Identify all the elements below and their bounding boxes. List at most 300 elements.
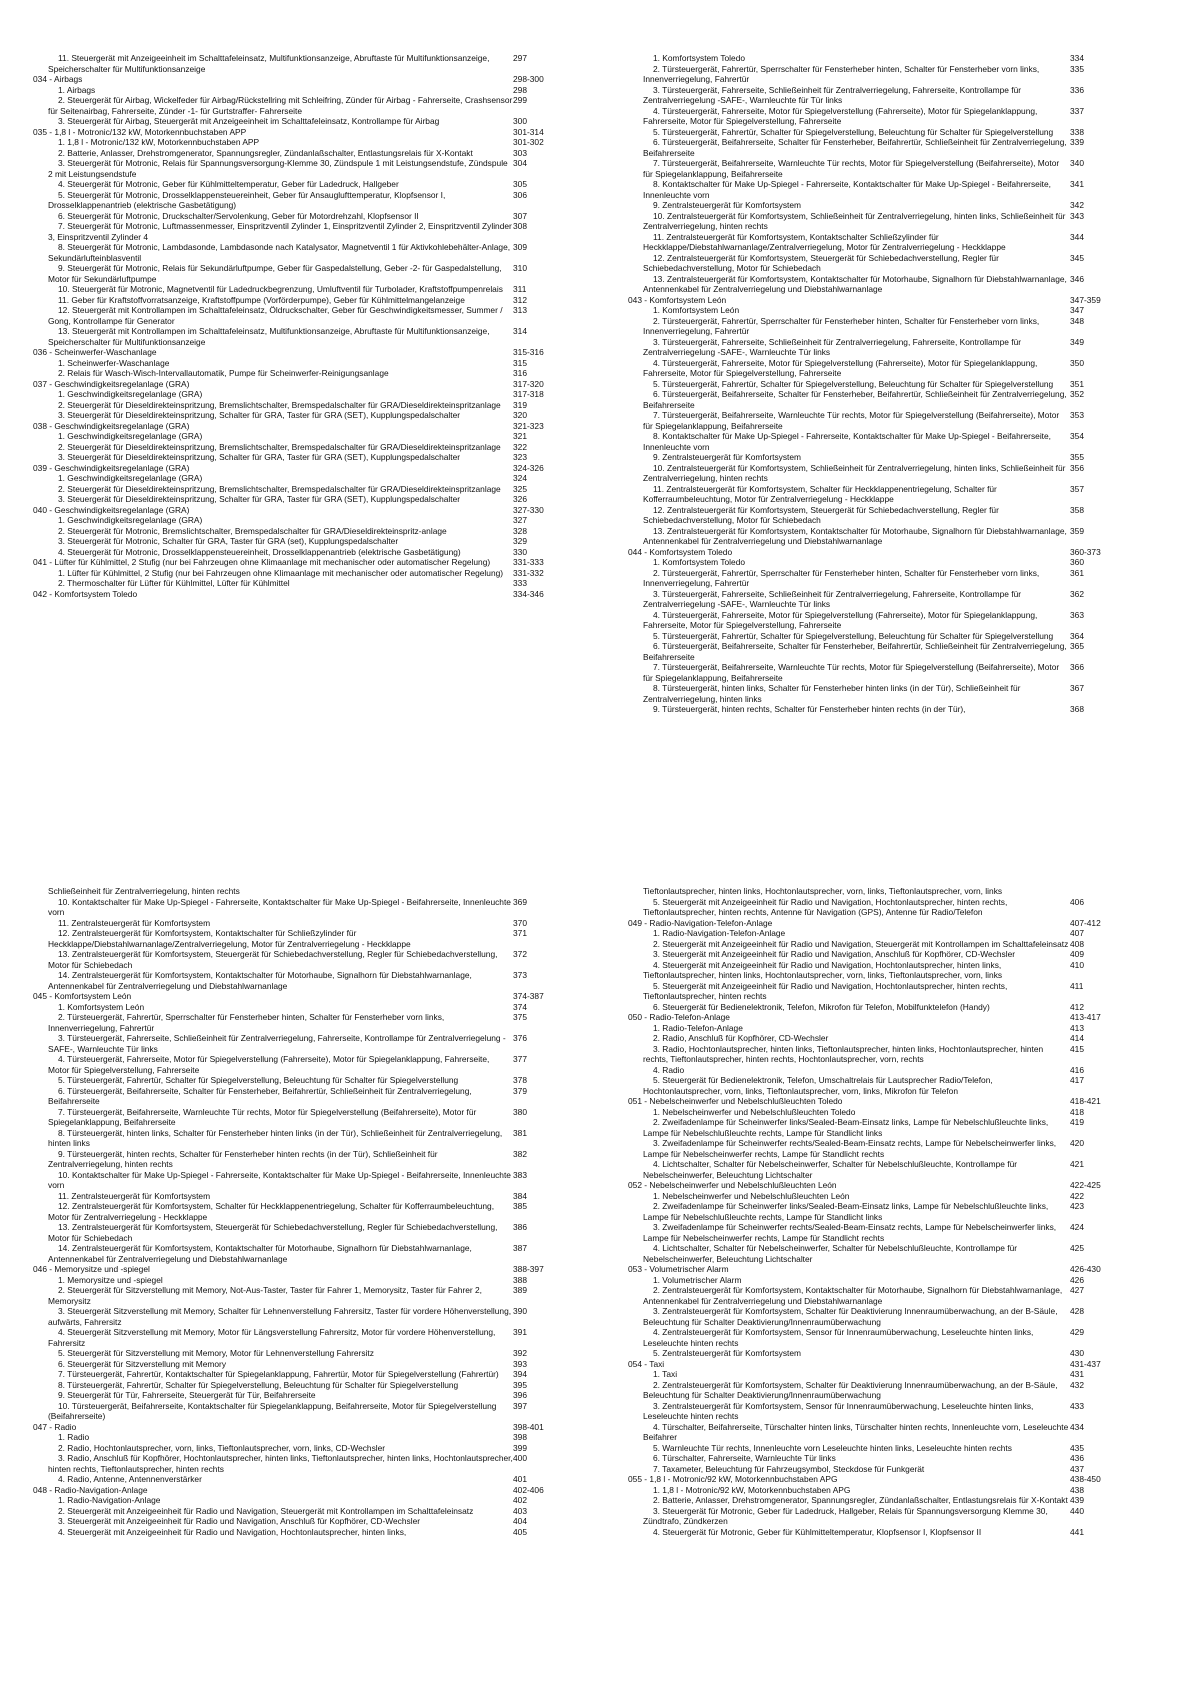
section-header-row [628, 295, 1133, 306]
entry-text: 2. Steuergerät für Motronic, Bremslichtschalter, Bremspedalschalter für GRA/Dieseldirekteinspritz-anlage [58, 525, 447, 536]
entry-text: 4. Radio, Antenne, Antennenverstärker [58, 1474, 202, 1484]
index-entry-row [628, 106, 1133, 127]
entry-text: 10. Zentralsteuergerät für Komfortsystem, Schließeinheit für Zentralverriegelung, hinten links, Schließeinheit für Zentralverriegelung, hinten rechts [643, 210, 1066, 231]
index-entry-row [33, 1149, 578, 1170]
section-header-row [33, 505, 578, 516]
entry-text: 2. Zweifadenlampe für Scheinwerfer links/Sealed-Beam-Einsatz links, Lampe für Nebelschlußleuchte links, Lampe für Nebelschlußleuchte rechts, Lampe für Standlicht links [643, 1201, 1049, 1222]
entry-page-number: 425 [1070, 1243, 1084, 1253]
entry-page-number: 360 [1070, 557, 1084, 567]
section-header-text: 039 - Geschwindigkeitsregelanlage (GRA) [33, 462, 190, 473]
index-entry-row [628, 949, 1133, 960]
index-entry-row [33, 1275, 578, 1286]
index-entry-row [33, 970, 578, 991]
index-column-bottom-left [33, 886, 578, 1537]
entry-page-number: 374-387 [513, 991, 544, 1001]
entry-text: 7. Steuergerät für Motronic, Luftmassenmesser, Einspritzventil Zylinder 1, Einspritzventil Zylinder 2, Einspritzventil Zylinder 3, Einspritzventil Zylinder 4 [48, 221, 512, 242]
entry-text: 3. Radio, Hochtonlautsprecher, hinten links, Tieftonlautsprecher, hinten links, Hochtonlautsprecher, hinten rechts, Tieftonlautsprecher, hinten rechts, Hochtonlautsprecher, vorn, rechts [643, 1043, 1044, 1064]
entry-text: 4. Türsteuergerät, Fahrerseite, Motor für Spiegelverstellung (Fahrerseite), Motor für Spiegelanklappung, Fahrerseite, Motor für Spiegelverstellung, Fahrerseite [643, 609, 1038, 630]
entry-text: 5. Steuergerät mit Anzeigeeinheit für Radio und Navigation, Hochtonlautsprecher, hinten rechts, Tieftonlautsprecher, hinten rechts [643, 980, 1008, 1001]
entry-page-number: 329 [513, 536, 527, 546]
entry-page-number: 399 [513, 1442, 527, 1453]
section-header-text: 034 - Airbags [33, 74, 83, 84]
entry-text: 1. Radio-Navigation-Telefon-Anlage [653, 928, 786, 938]
entry-page-number: 419 [1070, 1117, 1084, 1127]
entry-text: 3. Steuergerät für Airbag, Steuergerät mit Anzeigeeinheit im Schalttafeleinsatz, Kontrollampe für Airbag [58, 116, 440, 126]
entry-page-number: 342 [1070, 200, 1084, 210]
entry-page-number: 323 [513, 452, 527, 462]
entry-page-number: 322 [513, 441, 527, 452]
entry-page-number: 408 [1070, 938, 1084, 949]
entry-text: 12. Zentralsteuergerät für Komfortsystem, Schalter für Heckklappenentriegelung, Schalter für Kofferraumbeleuchtung, Motor für Zentralverriegelung - Heckklappe [48, 1201, 495, 1222]
entry-page-number: 370 [513, 917, 527, 928]
index-entry-row [33, 1075, 578, 1086]
index-entry-row [628, 939, 1133, 950]
entry-page-number: 421 [1070, 1159, 1084, 1169]
index-entry-row [628, 568, 1133, 589]
entry-page-number: 315-316 [513, 347, 544, 357]
index-entry-row [628, 431, 1133, 452]
entry-page-number: 398-401 [513, 1421, 544, 1432]
index-entry-row [33, 179, 578, 190]
entry-page-number: 426-430 [1070, 1264, 1101, 1274]
entry-page-number: 307 [513, 210, 527, 221]
index-entry-row [33, 452, 578, 463]
entry-text: 11. Steuergerät mit Anzeigeeinheit im Schalttafeleinsatz, Multifunktionsanzeige, Abruftaste für Multifunktionsanzeige, Speicherschalter für Multifunktionsanzeige [48, 53, 490, 74]
entry-text: 1. Memorysitze und -spiegel [58, 1274, 163, 1285]
entry-text: 4. Türschalter, Beifahrerseite, Türschalter hinten links, Türschalter hinten rechts, Innenleuchte vorn, Leseleuchte Beifahrer [643, 1421, 1069, 1442]
entry-text: 14. Zentralsteuergerät für Komfortsystem, Kontaktschalter für Motorhaube, Signalhorn für Diebstahlwarnanlage, Antennenkabel für Zentralverriegelung und Diebstahlwarnanlage [48, 970, 472, 991]
entry-page-number: 324-326 [513, 462, 544, 473]
entry-text: 4. Lichtschalter, Schalter für Nebelscheinwerfer, Schalter für Nebelschlußleuchte, Kontrollampe für Nebelscheinwerfer, Beleuchtung Lichtschalter [643, 1243, 1018, 1264]
entry-text: 3. Steuergerät für Motronic, Relais für Spannungsversorgung-Klemme 30, Zündspule 1 mit Leistungsendstufe, Zündspule 2 mit Leistungsendstufe [48, 158, 508, 179]
entry-page-number: 297 [513, 53, 527, 63]
entry-text: 1. Geschwindigkeitsregelanlage (GRA) [58, 473, 203, 483]
entry-page-number: 365 [1070, 641, 1084, 651]
entry-text: 1. 1,8 l - Motronic/132 kW, Motorkennbuchstaben APP [58, 137, 260, 147]
index-entry-row [628, 1002, 1133, 1013]
entry-page-number: 413 [1070, 1022, 1084, 1033]
section-header-text: 035 - 1,8 l - Motronic/132 kW, Motorkennbuchstaben APP [33, 126, 247, 137]
entry-text: 4. Steuergerät für Motronic, Drosselklappensteuereinheit, Drosselklappenantrieb (elektrische Gasbetätigung) [58, 546, 461, 557]
entry-page-number: 402 [513, 1495, 527, 1505]
entry-page-number: 346 [1070, 273, 1084, 284]
index-entry-row [33, 1527, 578, 1538]
index-entry-row [628, 137, 1133, 158]
entry-text: 4. Steuergerät mit Anzeigeeinheit für Radio und Navigation, Hochtonlautsprecher, hinten links, Tieftonlautsprecher, hinten links, Hochtonlautsprecher, vorn, links, Tieftonlautsprecher, vorn, links [643, 959, 1003, 980]
entry-text: 2. Türsteuergerät, Fahrertür, Sperrschalter für Fensterheber hinten, Schalter für Fensterheber vorn links, Innenverriegelung, Fahrertür [643, 567, 1040, 588]
entry-text: 10. Kontaktschalter für Make Up-Spiegel - Fahrerseite, Kontaktschalter für Make Up-Spiegel - Beifahrerseite, Innenleuchte vorn [48, 1169, 511, 1190]
entry-page-number: 395 [513, 1379, 527, 1390]
entry-page-number: 301-314 [513, 126, 544, 137]
index-entry-row [33, 949, 578, 970]
index-entry-row [33, 918, 578, 929]
index-entry-row [628, 960, 1133, 981]
entry-page-number: 303 [513, 147, 527, 158]
entry-text: 8. Steuergerät für Motronic, Lambdasonde, Lambdasonde nach Katalysator, Magnetventil 1 für Aktivkohlebehälter-Anlage, Sekundärlufteinblasventil [48, 242, 511, 263]
entry-page-number: 369 [513, 896, 527, 907]
index-entry-row [33, 326, 578, 347]
index-entry-row [628, 1044, 1133, 1065]
entry-page-number: 372 [513, 949, 527, 959]
section-header-text: 036 - Scheinwerfer-Waschanlage [33, 347, 157, 357]
entry-text: 4. Steuergerät für Motronic, Geber für Kühlmitteltemperatur, Klopfsensor I, Klopfsensor II [653, 1526, 982, 1537]
entry-page-number: 331-332 [513, 567, 544, 578]
entry-text: 4. Türsteuergerät, Fahrerseite, Motor für Spiegelverstellung (Fahrerseite), Motor für Spiegelanklappung, Fahrerseite, Motor für Spiegelverstellung, Fahrerseite [48, 1054, 490, 1075]
entry-page-number: 299 [513, 95, 527, 105]
index-entry-row [628, 1065, 1133, 1076]
section-header-row [33, 74, 578, 85]
index-entry-row [628, 337, 1133, 358]
entry-text: 7. Türsteuergerät, Beifahrerseite, Warnleuchte Tür rechts, Motor für Spiegelverstellung (Beifahrerseite), Motor für Spiegelanklappung, Beifahrerseite [643, 410, 1060, 431]
entry-text: 13. Steuergerät mit Kontrollampen im Schalttafeleinsatz, Multifunktionsanzeige, Abruftaste für Multifunktionsanzeige, Speicherschalter für Multifunktionsanzeige [48, 326, 490, 347]
index-entry-row [628, 589, 1133, 610]
entry-page-number: 334 [1070, 53, 1084, 63]
entry-page-number: 385 [513, 1201, 527, 1211]
entry-text: 2. Zentralsteuergerät für Komfortsystem, Kontaktschalter für Motorhaube, Signalhorn für Diebstahlwarnanlage, Antennenkabel für Zentralverriegelung und Diebstahlwarnanlage [643, 1285, 1063, 1306]
entry-text: 6. Türsteuergerät, Beifahrerseite, Schalter für Fensterheber, Beifahrertür, Schließeinheit für Zentralverriegelung, Beifahrerseite [643, 137, 1067, 158]
index-entry-row [33, 442, 578, 453]
index-entry-row [628, 1275, 1133, 1286]
entry-page-number: 341 [1070, 179, 1084, 189]
entry-page-number: 431 [1070, 1369, 1084, 1379]
index-entry-row [33, 1474, 578, 1485]
entry-page-number: 355 [1070, 452, 1084, 462]
index-entry-row [33, 263, 578, 284]
entry-page-number: 406 [1070, 896, 1084, 907]
index-entry-row [628, 200, 1133, 211]
section-header-text: 040 - Geschwindigkeitsregelanlage (GRA) [33, 504, 190, 515]
entry-page-number: 415 [1070, 1043, 1084, 1054]
entry-page-number: 441 [1070, 1526, 1084, 1537]
entry-page-number: 310 [513, 263, 527, 273]
entry-text: 3. Steuergerät für Motronic, Schalter für GRA, Taster für GRA (set), Kupplungspedalschalter [58, 536, 399, 546]
entry-text: 2. Batterie, Anlasser, Drehstromgenerator, Spannungsregler, Zündanlaßschalter, Entlastungsrelais für X-Kontakt [653, 1495, 1068, 1505]
entry-page-number: 351 [1070, 378, 1084, 389]
entry-page-number: 439 [1070, 1495, 1084, 1505]
index-entry-row [628, 274, 1133, 295]
entry-text: 1. Komfortsystem Toledo [653, 557, 746, 567]
index-entry-row [33, 284, 578, 295]
index-entry-row [628, 1327, 1133, 1348]
entry-text: 8. Türsteuergerät, hinten links, Schalter für Fensterheber hinten links (in der Tür), Schließeinheit für Zentralverriegelung, hinten links [643, 683, 1021, 704]
index-entry-row [628, 1107, 1133, 1118]
index-entry-row [33, 400, 578, 411]
index-entry-row [628, 1495, 1133, 1506]
section-header-text: 037 - Geschwindigkeitsregelanlage (GRA) [33, 378, 190, 389]
index-entry-row [33, 484, 578, 495]
section-header-text: 053 - Volumetrischer Alarm [628, 1264, 729, 1274]
entry-page-number: 373 [513, 970, 527, 980]
entry-text: 1. Komfortsystem León [58, 1001, 145, 1012]
entry-text: 1. Volumetrischer Alarm [653, 1274, 742, 1285]
entry-page-number: 391 [513, 1327, 527, 1337]
entry-text: 10. Türsteuergerät, Beifahrerseite, Kontaktschalter für Spiegelanklappung, Beifahrerseite, Motor für Spiegelverstellung (Beifahrerseite) [48, 1400, 497, 1421]
entry-page-number: 326 [513, 494, 527, 504]
entry-page-number: 428 [1070, 1306, 1084, 1316]
index-column-top-right [628, 53, 1133, 715]
section-header-row [628, 547, 1133, 558]
entry-text: 3. Zweifadenlampe für Scheinwerfer rechts/Sealed-Beam-Einsatz rechts, Lampe für Nebelscheinwerfer links, Lampe für Nebelscheinwerfer rechts, Lampe für Standlicht rechts [643, 1222, 1057, 1243]
entry-text: 11. Zentralsteuergerät für Komfortsystem [58, 1190, 211, 1201]
entry-page-number: 359 [1070, 525, 1084, 536]
entry-page-number: 368 [1070, 704, 1084, 714]
section-header-text: 044 - Komfortsystem Toledo [628, 546, 733, 557]
entry-text: 5. Steuergerät für Motronic, Drosselklappensteuereinheit, Geber für Ansauglufttemperatur, Klopfsensor I, Drosselklappenantrieb (elektrische Gasbetätigung) [48, 189, 446, 210]
index-entry-row [33, 137, 578, 148]
entry-page-number: 316 [513, 368, 527, 378]
section-header-text: 050 - Radio-Telefon-Anlage [628, 1012, 730, 1022]
entry-page-number: 363 [1070, 609, 1084, 620]
entry-text: 6. Türsteuergerät, Beifahrerseite, Schalter für Fensterheber, Beifahrertür, Schließeinheit für Zentralverriegelung, Beifahrerseite [48, 1085, 472, 1106]
entry-text: 2. Steuergerät für Sitzverstellung mit Memory, Not-Aus-Taster, Taster für Fahrer 1, Memorysitz, Taster für Fahrer 2, Memorysitz [48, 1285, 483, 1306]
entry-page-number: 305 [513, 179, 527, 189]
entry-page-number: 353 [1070, 410, 1084, 420]
entry-text: 1. Airbags [58, 84, 96, 95]
entry-text: 5. Steuergerät für Sitzverstellung mit Memory, Motor für Lehnenverstellung Fahrersitz [58, 1348, 374, 1358]
entry-text: 3. Steuergerät für Motronic, Geber für Ladedruck, Hallgeber, Relais für Spannungsversorgung Klemme 30, Zündtrafo, Zündkerzen [643, 1505, 1048, 1526]
entry-page-number: 334-346 [513, 588, 544, 599]
entry-page-number: 407 [1070, 928, 1084, 938]
entry-page-number: 418 [1070, 1106, 1084, 1117]
entry-page-number: 327-330 [513, 504, 544, 515]
entry-text: 1. Geschwindigkeitsregelanlage (GRA) [58, 515, 203, 525]
index-entry-row [33, 95, 578, 116]
index-entry-row [33, 85, 578, 96]
entry-page-number: 379 [513, 1085, 527, 1096]
entry-text: 2. Radio, Anschluß für Kopfhörer, CD-Wechsler [653, 1033, 829, 1043]
section-header-text: 054 - Taxi [628, 1358, 665, 1369]
entry-text: 2. Steuergerät für Dieseldirekteinspritzung, Bremslichtschalter, Bremspedalschalter für GRA/Dieseldirekteinspritzanlage [58, 399, 501, 410]
entry-text: 9. Steuergerät für Motronic, Relais für Sekundärluftpumpe, Geber für Gaspedalstellung, Geber -2- für Gaspedalstellung, Motor für Sekundärluftpumpe [48, 263, 502, 284]
section-header-row [628, 1180, 1133, 1191]
entry-text: 3. Zweifadenlampe für Scheinwerfer rechts/Sealed-Beam-Einsatz rechts, Lampe für Nebelscheinwerfer links, Lampe für Nebelscheinwerfer rechts, Lampe für Standlicht rechts [643, 1138, 1057, 1159]
entry-text: 9. Zentralsteuergerät für Komfortsystem [653, 452, 802, 462]
index-entry-row [33, 1191, 578, 1202]
index-entry-row [628, 1401, 1133, 1422]
section-header-text: 051 - Nebelscheinwerfer und Nebelschlußleuchten Toledo [628, 1096, 843, 1106]
entry-page-number: 358 [1070, 504, 1084, 515]
index-entry-row [33, 1222, 578, 1243]
index-entry-row [628, 305, 1133, 316]
entry-page-number: 330 [513, 546, 527, 557]
entry-text: 5. Türsteuergerät, Fahrertür, Schalter für Spiegelverstellung, Beleuchtung für Schalter für Spiegelverstellung [58, 1075, 459, 1085]
section-header-row [33, 1264, 578, 1275]
entry-text: Schließeinheit für Zentralverriegelung, hinten rechts [48, 886, 240, 896]
entry-page-number: 375 [513, 1012, 527, 1022]
entry-page-number: 347 [1070, 305, 1084, 315]
index-entry-row [628, 981, 1133, 1002]
index-entry-row [33, 928, 578, 949]
index-entry-row [628, 179, 1133, 200]
entry-page-number: 344 [1070, 231, 1084, 242]
section-header-text: 046 - Memorysitze und -spiegel [33, 1264, 150, 1274]
entry-page-number: 349 [1070, 336, 1084, 347]
index-entry-row [33, 158, 578, 179]
index-entry-row [33, 568, 578, 579]
section-header-text: 038 - Geschwindigkeitsregelanlage (GRA) [33, 420, 190, 431]
entry-text: 1. Komfortsystem Toledo [653, 53, 746, 63]
entry-text: 2. Steuergerät für Airbag, Wickelfeder für Airbag/Rückstellring mit Schleifring, Zünder für Airbag - Fahrerseite, Crashsensor für Seitenairbag, Fahrerseite, Zünder -1- für Gurtstraffer- Fahrerseite [48, 95, 513, 116]
entry-page-number: 352 [1070, 389, 1084, 399]
entry-page-number: 337 [1070, 105, 1084, 116]
index-entry-row [33, 295, 578, 306]
entry-page-number: 430 [1070, 1348, 1084, 1358]
index-entry-row [33, 1002, 578, 1013]
index-entry-row [33, 1086, 578, 1107]
section-header-text: 045 - Komfortsystem León [33, 991, 132, 1001]
entry-page-number: 440 [1070, 1505, 1084, 1516]
index-entry-row [628, 253, 1133, 274]
entry-page-number: 398 [513, 1432, 527, 1442]
entry-text: Tieftonlautsprecher, hinten links, Hochtonlautsprecher, vorn, links, Tieftonlautsprecher, vorn, links [643, 886, 1003, 896]
entry-text: 4. Lichtschalter, Schalter für Nebelscheinwerfer, Schalter für Nebelschlußleuchte, Kontrollampe für Nebelscheinwerfer, Beleuchtung Lichtschalter [643, 1159, 1018, 1180]
entry-text: 2. Thermoschalter für Lüfter für Kühlmittel, Lüfter für Kühlmittel [58, 578, 290, 588]
entry-page-number: 404 [513, 1516, 527, 1526]
entry-page-number: 437 [1070, 1463, 1084, 1474]
entry-text: 7. Türsteuergerät, Beifahrerseite, Warnleuchte Tür rechts, Motor für Spiegelverstellung (Beifahrerseite), Motor für Spiegelanklappung, Beifahrerseite [643, 158, 1060, 179]
entry-page-number: 314 [513, 326, 527, 336]
entry-text: 3. Türsteuergerät, Fahrerseite, Schließeinheit für Zentralverriegelung, Fahrerseite, Kontrollampe für Zentralverriegelung -SAFE-, Warnleuchte Tür links [48, 1033, 506, 1054]
index-entry-row [628, 1464, 1133, 1475]
entry-text: 7. Türsteuergerät, Beifahrerseite, Warnleuchte Tür rechts, Motor für Spiegelverstellung (Beifahrerseite), Motor für Spiegelanklappung, Beifahrerseite [48, 1106, 477, 1127]
entry-text: 3. Zentralsteuergerät für Komfortsystem, Schalter für Deaktivierung Innenraumüberwachung, an der B-Säule, Beleuchtung für Schalter Deaktivierung/Innenraumüberwachung [643, 1306, 1058, 1327]
entry-text: 2. Zweifadenlampe für Scheinwerfer links/Sealed-Beam-Einsatz links, Lampe für Nebelschlußleuchte links, Lampe für Nebelschlußleuchte rechts, Lampe für Standlicht links [643, 1117, 1049, 1138]
entry-page-number: 380 [513, 1106, 527, 1117]
index-column-bottom-right [628, 886, 1133, 1537]
index-entry-row [33, 494, 578, 505]
index-entry-row [628, 1201, 1133, 1222]
entry-text: 11. Zentralsteuergerät für Komfortsystem, Schalter für Heckklappenentriegelung, Schalter für Kofferraumbeleuchtung, Motor für Zentralverriegelung - Heckklappe [643, 483, 997, 504]
entry-text: 12. Steuergerät mit Kontrollampen im Schalttafeleinsatz, Öldruckschalter, Geber für Geschwindigkeitsmesser, Summer / Gong, Kontrollampe für Generator [48, 305, 503, 326]
index-entry-row [33, 211, 578, 222]
index-entry-row [628, 1222, 1133, 1243]
index-entry-row [628, 1527, 1133, 1538]
index-entry-row [628, 53, 1133, 64]
entry-text: 13. Zentralsteuergerät für Komfortsystem, Steuergerät für Schiebedachverstellung, Regler für Schiebedachverstellung, Motor für Schiebedach [48, 949, 498, 970]
entry-text: 12. Zentralsteuergerät für Komfortsystem, Steuergerät für Schiebedachverstellung, Regler für Schiebedachverstellung, Motor für Schiebedach [643, 504, 999, 525]
index-entry-row [628, 410, 1133, 431]
entry-page-number: 436 [1070, 1453, 1084, 1463]
index-entry-row [33, 1243, 578, 1264]
index-entry-row [628, 1369, 1133, 1380]
index-entry-row [628, 1023, 1133, 1034]
entry-page-number: 377 [513, 1054, 527, 1064]
entry-text: 5. Zentralsteuergerät für Komfortsystem [653, 1348, 802, 1358]
section-header-row [33, 991, 578, 1002]
index-entry-row [33, 1432, 578, 1443]
entry-page-number: 331-333 [513, 557, 544, 567]
entry-text: 3. Türsteuergerät, Fahrerseite, Schließeinheit für Zentralverriegelung, Fahrerseite, Kontrollampe für Zentralverriegelung -SAFE-, Warnleuchte Tür links [643, 588, 1022, 609]
entry-text: 5. Steuergerät mit Anzeigeeinheit für Radio und Navigation, Hochtonlautsprecher, hinten rechts, Tieftonlautsprecher, hinten rechts, Antenne für Navigation (GPS), Antenne für Radio/Telefon [643, 896, 1008, 917]
index-entry-row [628, 463, 1133, 484]
index-entry-row [628, 211, 1133, 232]
index-entry-row [33, 1054, 578, 1075]
entry-text: 3. Steuergerät für Dieseldirekteinspritzung, Schalter für GRA, Taster für GRA (SET), Kupplungspedalschalter [58, 410, 461, 420]
entry-page-number: 387 [513, 1243, 527, 1253]
index-entry-row [628, 1243, 1133, 1264]
index-entry-row [628, 683, 1133, 704]
entry-page-number: 383 [513, 1169, 527, 1180]
index-entry-row [628, 1380, 1133, 1401]
entry-text: 2. Batterie, Anlasser, Drehstromgenerator, Spannungsregler, Zündanlaßschalter, Entlastungsrelais für X-Kontakt [58, 147, 473, 158]
entry-text: 3. Steuergerät Sitzverstellung mit Memory, Schalter für Lehnenverstellung Fahrersitz, Taster für vordere Höhenverstellung, aufwärts, Fahrersitz [48, 1306, 512, 1327]
index-entry-row [628, 358, 1133, 379]
index-entry-row [33, 886, 578, 897]
index-entry-row [628, 64, 1133, 85]
entry-text: 5. Türsteuergerät, Fahrertür, Schalter für Spiegelverstellung, Beleuchtung für Schalter für Spiegelverstellung [653, 630, 1054, 641]
entry-text: 5. Türsteuergerät, Fahrertür, Schalter für Spiegelverstellung, Beleuchtung für Schalter für Spiegelverstellung [653, 126, 1054, 137]
entry-page-number: 313 [513, 305, 527, 315]
entry-text: 1. 1,8 l - Motronic/92 kW, Motorkennbuchstaben APG [653, 1484, 851, 1495]
entry-page-number: 325 [513, 483, 527, 494]
entry-text: 1. Radio-Navigation-Anlage [58, 1495, 161, 1505]
entry-page-number: 394 [513, 1369, 527, 1379]
entry-text: 4. Radio [653, 1064, 685, 1075]
index-entry-row [628, 1033, 1133, 1044]
entry-page-number: 390 [513, 1306, 527, 1316]
section-header-row [628, 1012, 1133, 1023]
entry-text: 7. Taxameter, Beleuchtung für Fahrzeugsymbol, Steckdose für Funkgerät [653, 1463, 925, 1474]
entry-page-number: 433 [1070, 1400, 1084, 1411]
entry-page-number: 343 [1070, 210, 1084, 221]
entry-page-number: 321 [513, 431, 527, 441]
index-entry-row [33, 53, 578, 74]
entry-page-number: 301-302 [513, 137, 544, 147]
entry-text: 3. Steuergerät mit Anzeigeeinheit für Radio und Navigation, Anschluß für Kopfhörer, CD-Wechsler [58, 1516, 421, 1526]
entry-text: 9. Türsteuergerät, hinten rechts, Schalter für Fensterheber hinten rechts (in der Tür), Schließeinheit für Zentralverriegelung, hinten rechts [48, 1148, 438, 1169]
entry-page-number: 388-397 [513, 1264, 544, 1274]
section-header-text: 043 - Komfortsystem León [628, 294, 727, 305]
index-entry-row [628, 452, 1133, 463]
index-entry-row [33, 1369, 578, 1380]
entry-page-number: 426 [1070, 1274, 1084, 1285]
index-entry-row [628, 1485, 1133, 1496]
entry-page-number: 422-425 [1070, 1180, 1101, 1190]
entry-text: 3. Zentralsteuergerät für Komfortsystem, Sensor für Innenraumüberwachung, Leseleuchte hinten links, Leseleuchte hinten rechts [643, 1400, 1034, 1421]
index-entry-row [33, 1170, 578, 1191]
entry-page-number: 405 [513, 1526, 527, 1537]
entry-page-number: 356 [1070, 462, 1084, 473]
entry-page-number: 410 [1070, 959, 1084, 970]
entry-text: 11. Zentralsteuergerät für Komfortsystem, Kontaktschalter Schließzylinder für Heckklappe/Diebstahlwarnanlage/Zentralverriegelung, Motor für Zentralverriegelung - Heckklappe [643, 231, 1006, 252]
index-entry-row [628, 886, 1133, 897]
entry-text: 5. Warnleuchte Tür rechts, Innenleuchte vorn Leseleuchte hinten links, Leseleuchte hinten rechts [653, 1442, 1012, 1453]
entry-text: 4. Türsteuergerät, Fahrerseite, Motor für Spiegelverstellung (Fahrerseite), Motor für Spiegelanklappung, Fahrerseite, Motor für Spiegelverstellung, Fahrerseite [643, 105, 1038, 126]
entry-page-number: 423 [1070, 1201, 1084, 1211]
entry-text: 11. Geber für Kraftstoffvorratsanzeige, Kraftstoffpumpe (Vorförderpumpe), Geber für Kühlmittelmangelanzeige [58, 294, 465, 305]
index-entry-row [33, 368, 578, 379]
entry-text: 2. Relais für Wasch-Wisch-Intervallautomatik, Pumpe für Scheinwerfer-Reinigungsanlage [58, 368, 389, 378]
entry-text: 8. Türsteuergerät, hinten links, Schalter für Fensterheber hinten links (in der Tür), Schließeinheit für Zentralverriegelung, hinten links [48, 1127, 503, 1148]
entry-text: 1. Geschwindigkeitsregelanlage (GRA) [58, 389, 203, 399]
entry-page-number: 317-318 [513, 389, 544, 399]
section-header-row [628, 1474, 1133, 1485]
index-entry-row [628, 1138, 1133, 1159]
entry-page-number: 362 [1070, 588, 1084, 599]
entry-text: 8. Türsteuergerät, Fahrertür, Schalter für Spiegelverstellung, Beleuchtung für Schalter für Spiegelverstellung [58, 1379, 459, 1390]
entry-page-number: 422 [1070, 1190, 1084, 1201]
index-entry-row [628, 127, 1133, 138]
entry-page-number: 364 [1070, 630, 1084, 641]
entry-page-number: 386 [513, 1222, 527, 1232]
entry-page-number: 306 [513, 189, 527, 200]
index-entry-row [33, 1506, 578, 1517]
entry-page-number: 416 [1070, 1064, 1084, 1075]
section-header-text: 049 - Radio-Navigation-Telefon-Anlage [628, 917, 773, 928]
entry-page-number: 298-300 [513, 74, 544, 84]
entry-text: 3. Radio, Anschluß für Kopfhörer, Hochtonlautsprecher, hinten links, Tieftonlautsprecher, hinten links, Hochtonlautsprecher, hinten rechts, Tieftonlautsprecher, hinten rechts [48, 1453, 513, 1474]
entry-text: 5. Türsteuergerät, Fahrertür, Schalter für Spiegelverstellung, Beleuchtung für Schalter für Spiegelverstellung [653, 378, 1054, 389]
